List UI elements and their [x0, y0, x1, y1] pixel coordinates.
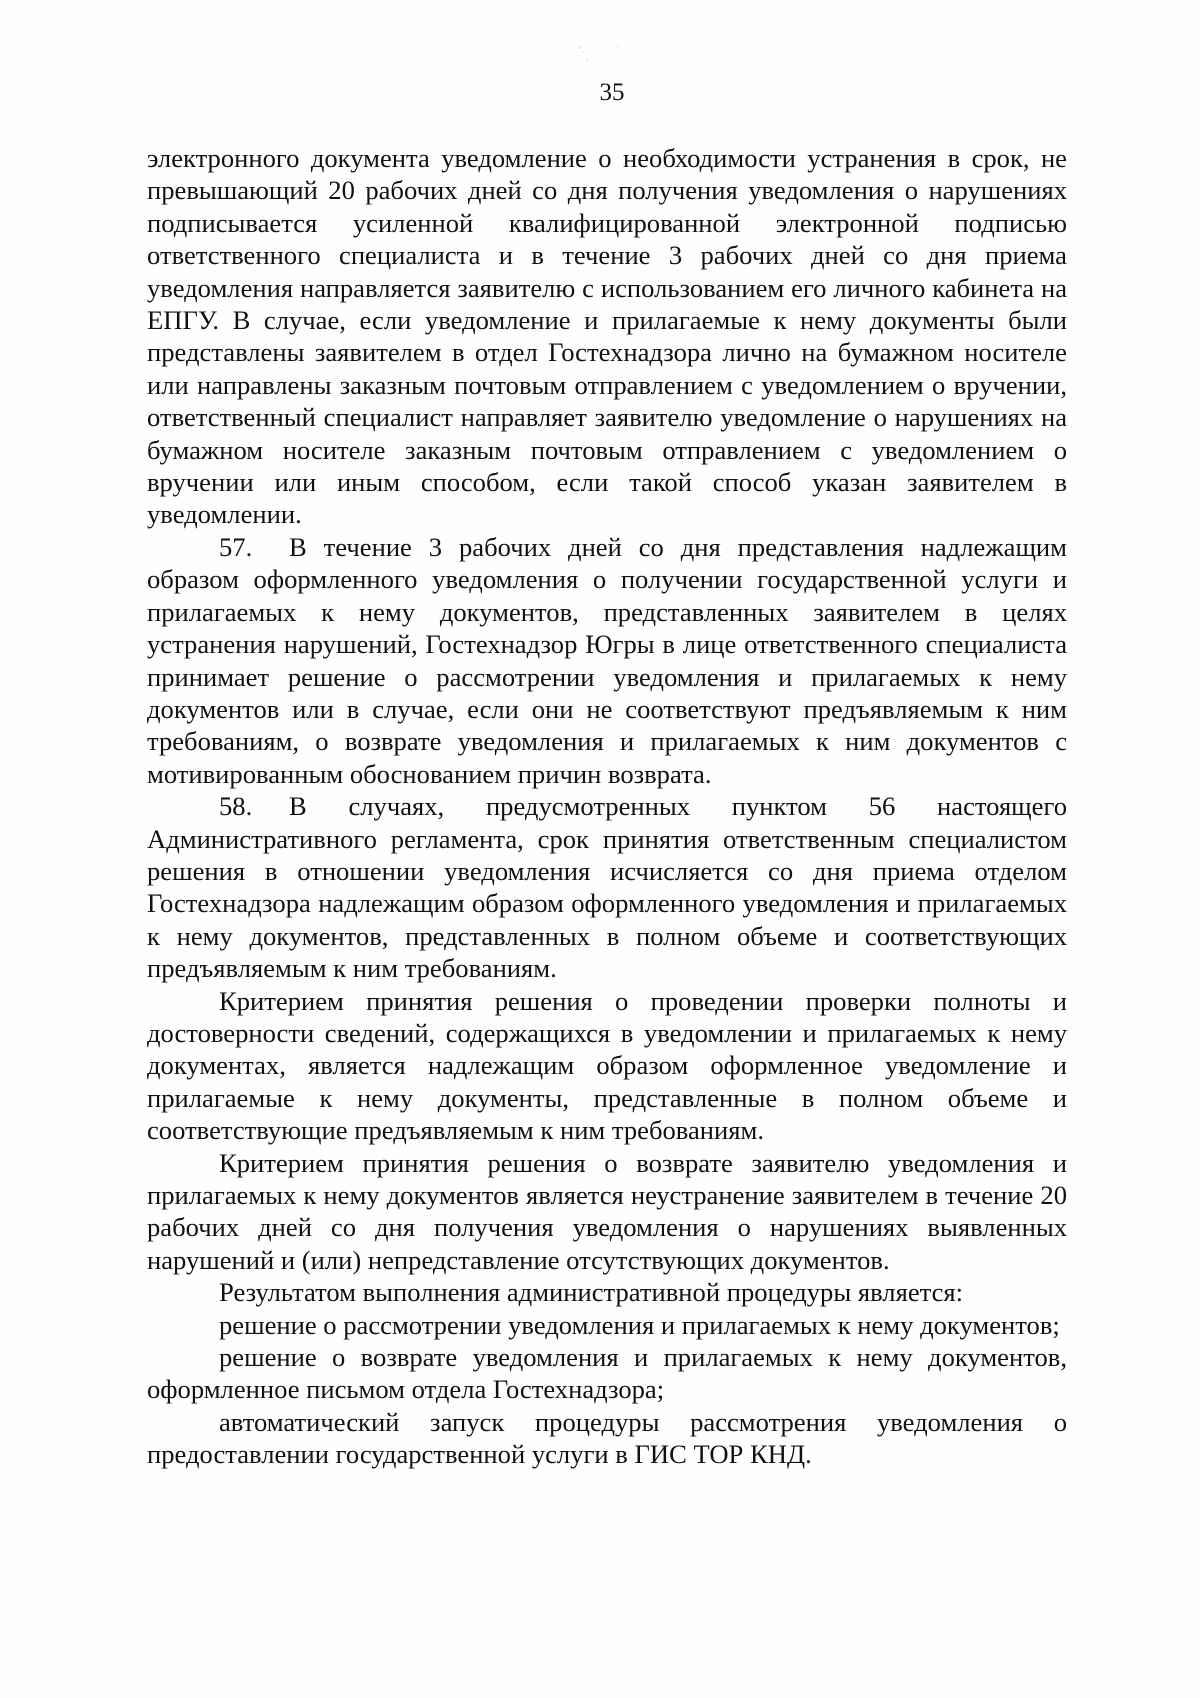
paragraph-criterion-return: Критерием принятия решения о возврате заявителю уведомления и прилагаемых к нему документов является неустранение заявителем в течение 20 рабочих дней со дня получения уведомления о нарушениях выявленных нарушений и (или) непредставление отсутствующих документов. [147, 1147, 1067, 1275]
paragraph-57 [147, 531, 1067, 790]
paragraph-number-57: 57. [219, 531, 253, 562]
paragraph-result-consideration: решение о рассмотрении уведомления и прилагаемых к нему документов; [219, 1309, 1060, 1340]
paragraph-continued: электронного документа уведомление о необходимости устранения в срок, не превышающий 20 рабочих дней со дня получения уведомления о нарушениях подписывается усиленной квалифицированной электронной подписью ответственного специалиста и в течение 3 рабочих дней со дня приема уведомления направляется заявителю с использованием его личного кабинета на ЕПГУ. В случае, если уведомление и прилагаемые к нему документы были представлены заявителем в отдел Гостехнадзора лично на бумажном носителе или направлены заказным почтовым отправлением с уведомлением о вручении, ответственный специалист направляет заявителю уведомление о нарушениях на бумажном носителе заказным почтовым отправлением с уведомлением о вручении или иным способом, если такой способ указан заявителем в уведомлении. [147, 143, 1067, 530]
paragraph-58 [147, 790, 1067, 984]
document-body [147, 142, 1067, 1471]
paragraph-result-intro: Результатом выполнения административной процедуры является: [219, 1277, 963, 1308]
paragraph-text-58: В случаях, предусмотренных пунктом 56 настоящего Административного регламента, срок принятия ответственным специалистом решения в отношении уведомления исчисляется со дня приема отделом Гостехнадзора надлежащим образом оформленного уведомления и прилагаемых к нему документов, представленных в полном объеме и соответствующих предъявляемым к ним требованиям. [147, 791, 1067, 984]
paragraph-result-return: решение о возврате уведомления и прилагаемых к нему документов, оформленное письмом отдела Гостехнадзора; [147, 1342, 1067, 1405]
paragraph-text-57: В течение 3 рабочих дней со дня представления надлежащим образом оформленного уведомления о получении государственной услуги и прилагаемых к нему документов, представленных заявителем в целях устранения нарушений, Гостехнадзор Югры в лице ответственного специалиста принимает решение о рассмотрении уведомления и прилагаемых к нему документов или в случае, если они не соответствуют предъявляемым к ним требованиям, о возврате уведомления и прилагаемых к ним документов с мотивированным обоснованием причин возврата. [147, 531, 1067, 789]
paragraph-number-58: 58. [219, 791, 253, 822]
paragraph-result-automatic-launch: автоматический запуск процедуры рассмотрения уведомления о предоставлении государственной услуги в ГИС ТОР КНД. [147, 1406, 1067, 1470]
paragraph-criterion-verification: Критерием принятия решения о проведении проверки полноты и достоверности сведений, содержащихся в уведомлении и прилагаемых к нему документах, является надлежащим образом оформленное уведомление и прилагаемые к нему документы, представленные в полном объеме и соответствующие предъявляемым к ним требованиям. [147, 985, 1067, 1146]
page-number: 35 [599, 79, 625, 106]
scan-artifact [560, 38, 640, 68]
